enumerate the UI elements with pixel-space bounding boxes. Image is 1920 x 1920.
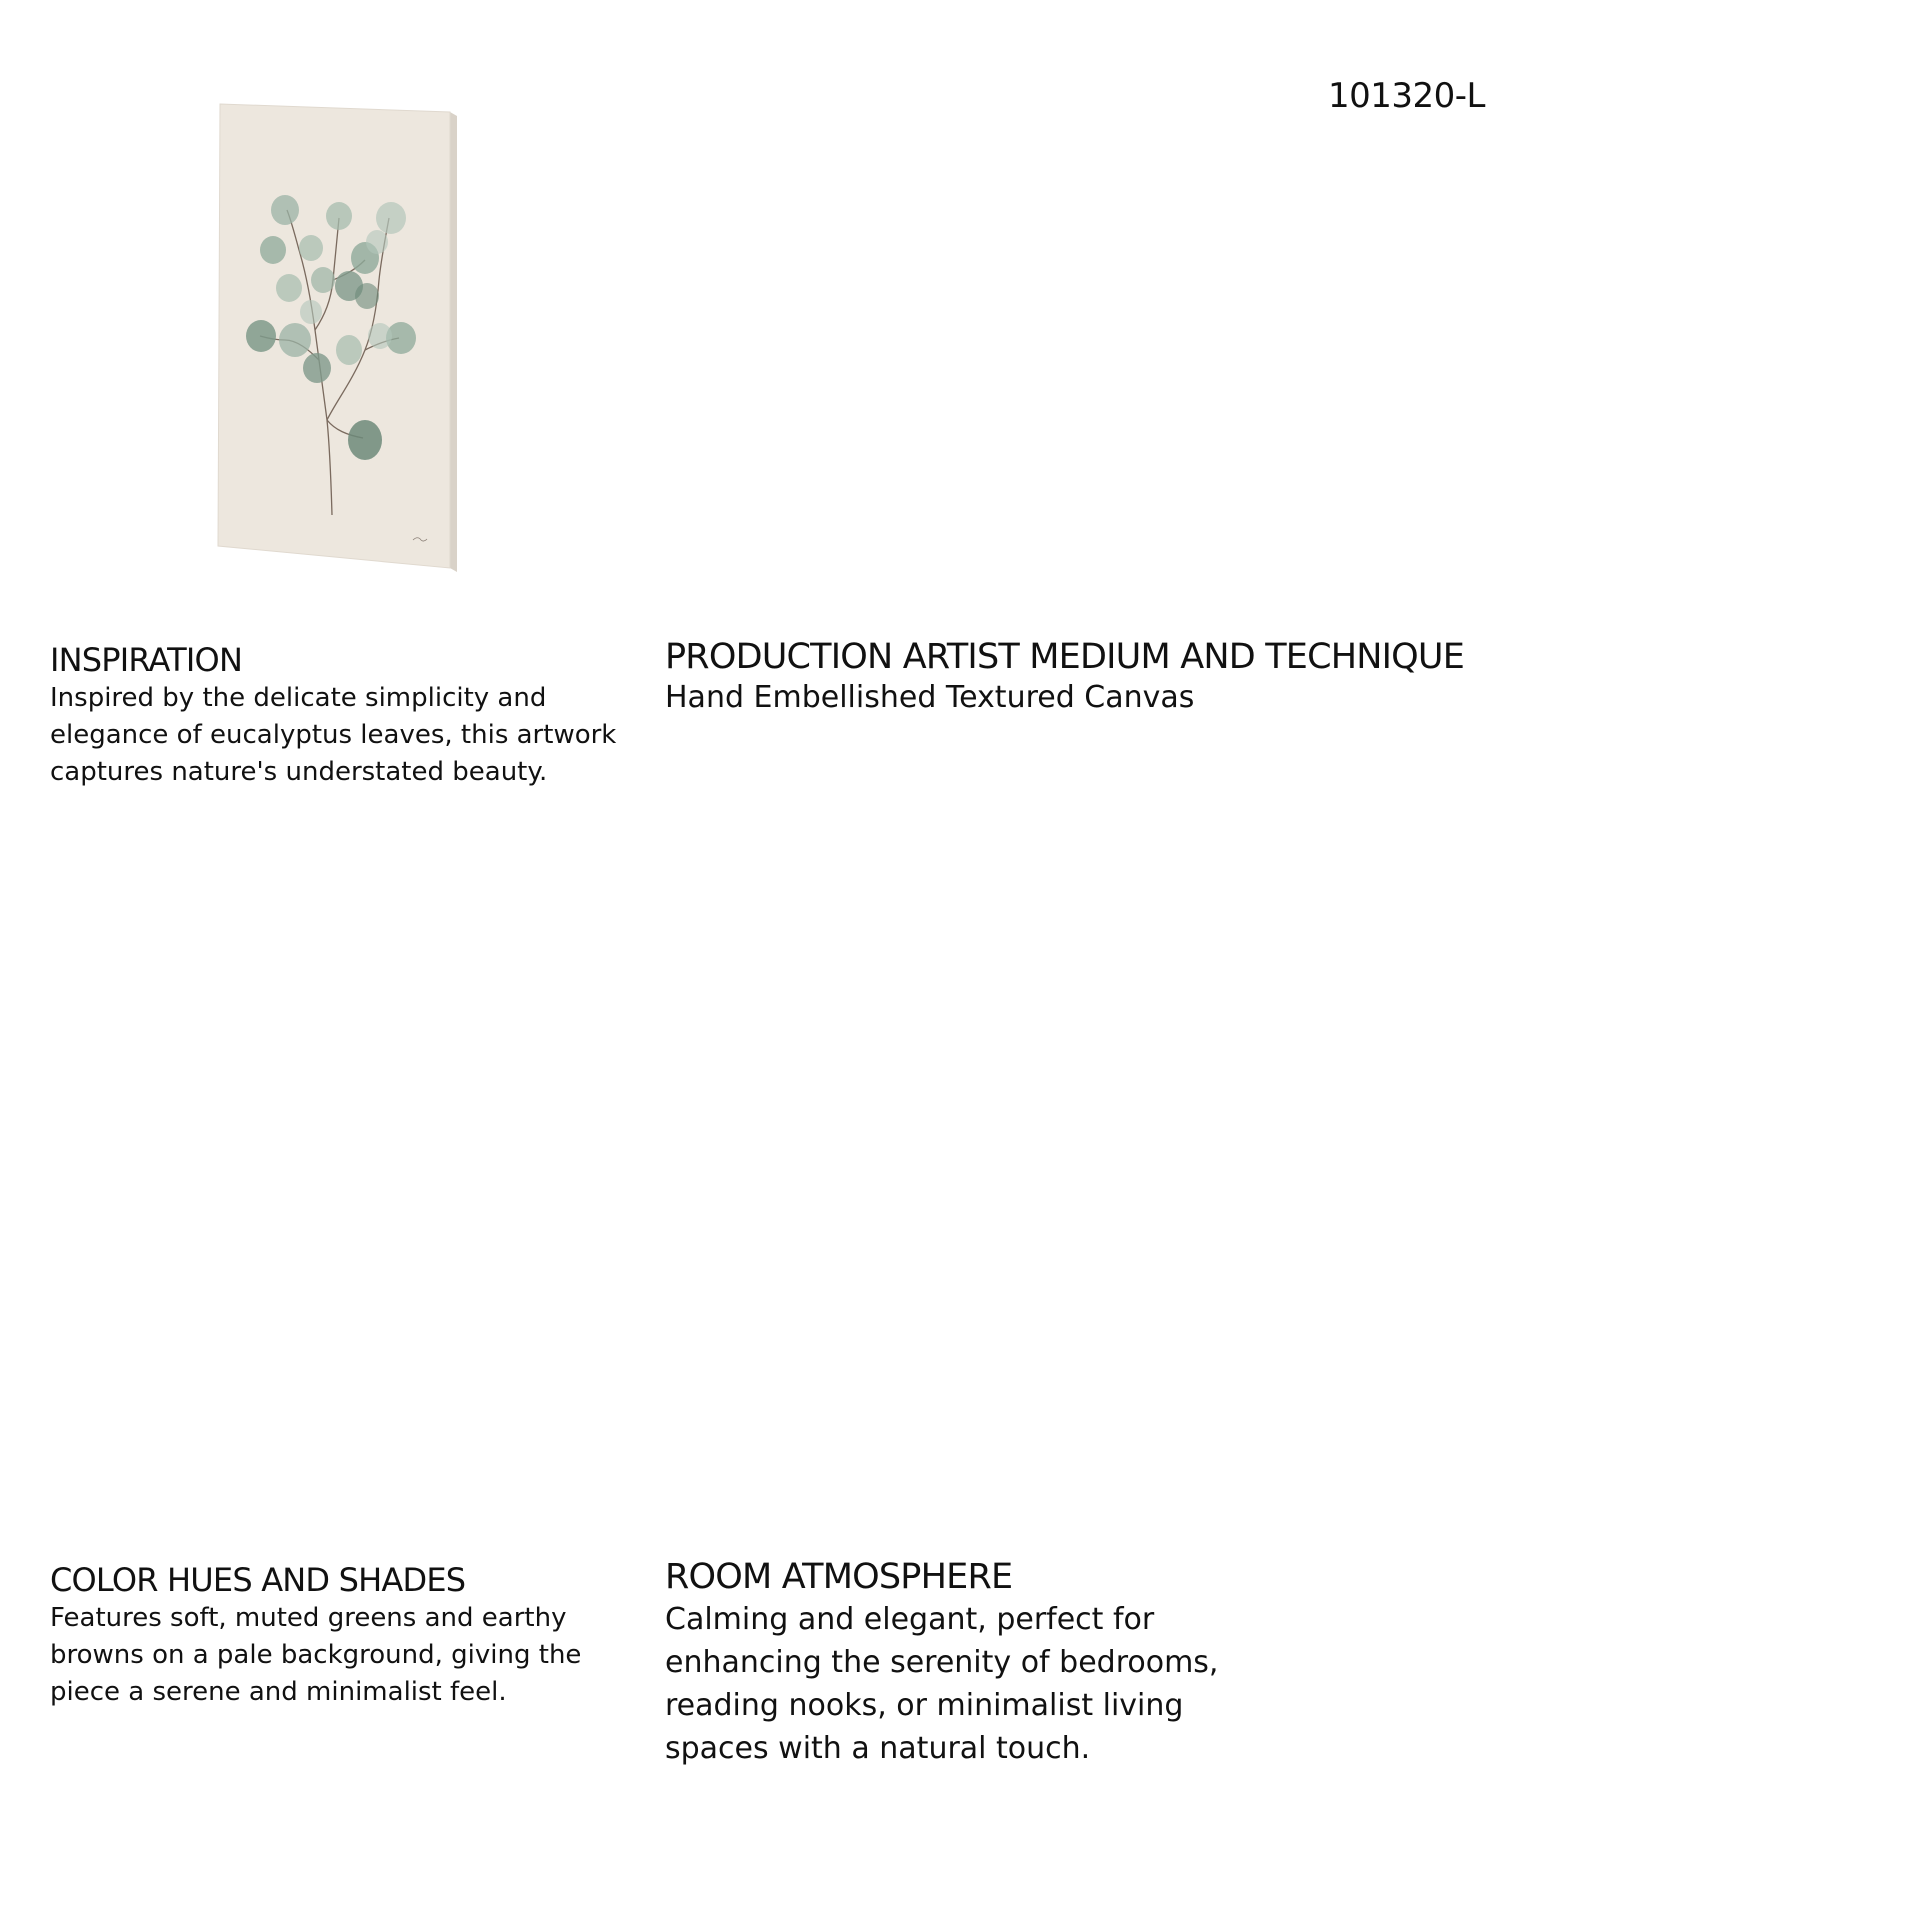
product-sku: 101320-L xyxy=(1328,76,1486,116)
room-title: ROOM ATMOSPHERE xyxy=(665,1557,1013,1597)
medium-body: Hand Embellished Textured Canvas xyxy=(665,680,1195,715)
color-title: COLOR HUES AND SHADES xyxy=(50,1561,466,1599)
color-body: Features soft, muted greens and earthy browns on a pale background, giving the piece a serene and minimalist feel. xyxy=(50,1603,582,1707)
inspiration-title: INSPIRATION xyxy=(50,641,243,679)
room-body: Calming and elegant, perfect for enhancing the serenity of bedrooms, reading nooks, or minimalist living spaces with a natural touch. xyxy=(665,1602,1219,1766)
artwork-image xyxy=(215,100,460,575)
canvas-edge xyxy=(450,112,457,572)
color-section xyxy=(50,1560,630,1711)
medium-title: PRODUCTION ARTIST MEDIUM AND TECHNIQUE xyxy=(665,637,1465,677)
inspiration-body: Inspired by the delicate simplicity and elegance of eucalyptus leaves, this artwork captures nature's understated beauty. xyxy=(50,683,617,787)
inspiration-section xyxy=(50,640,630,791)
medium-section xyxy=(665,636,1565,718)
room-section xyxy=(665,1556,1305,1770)
